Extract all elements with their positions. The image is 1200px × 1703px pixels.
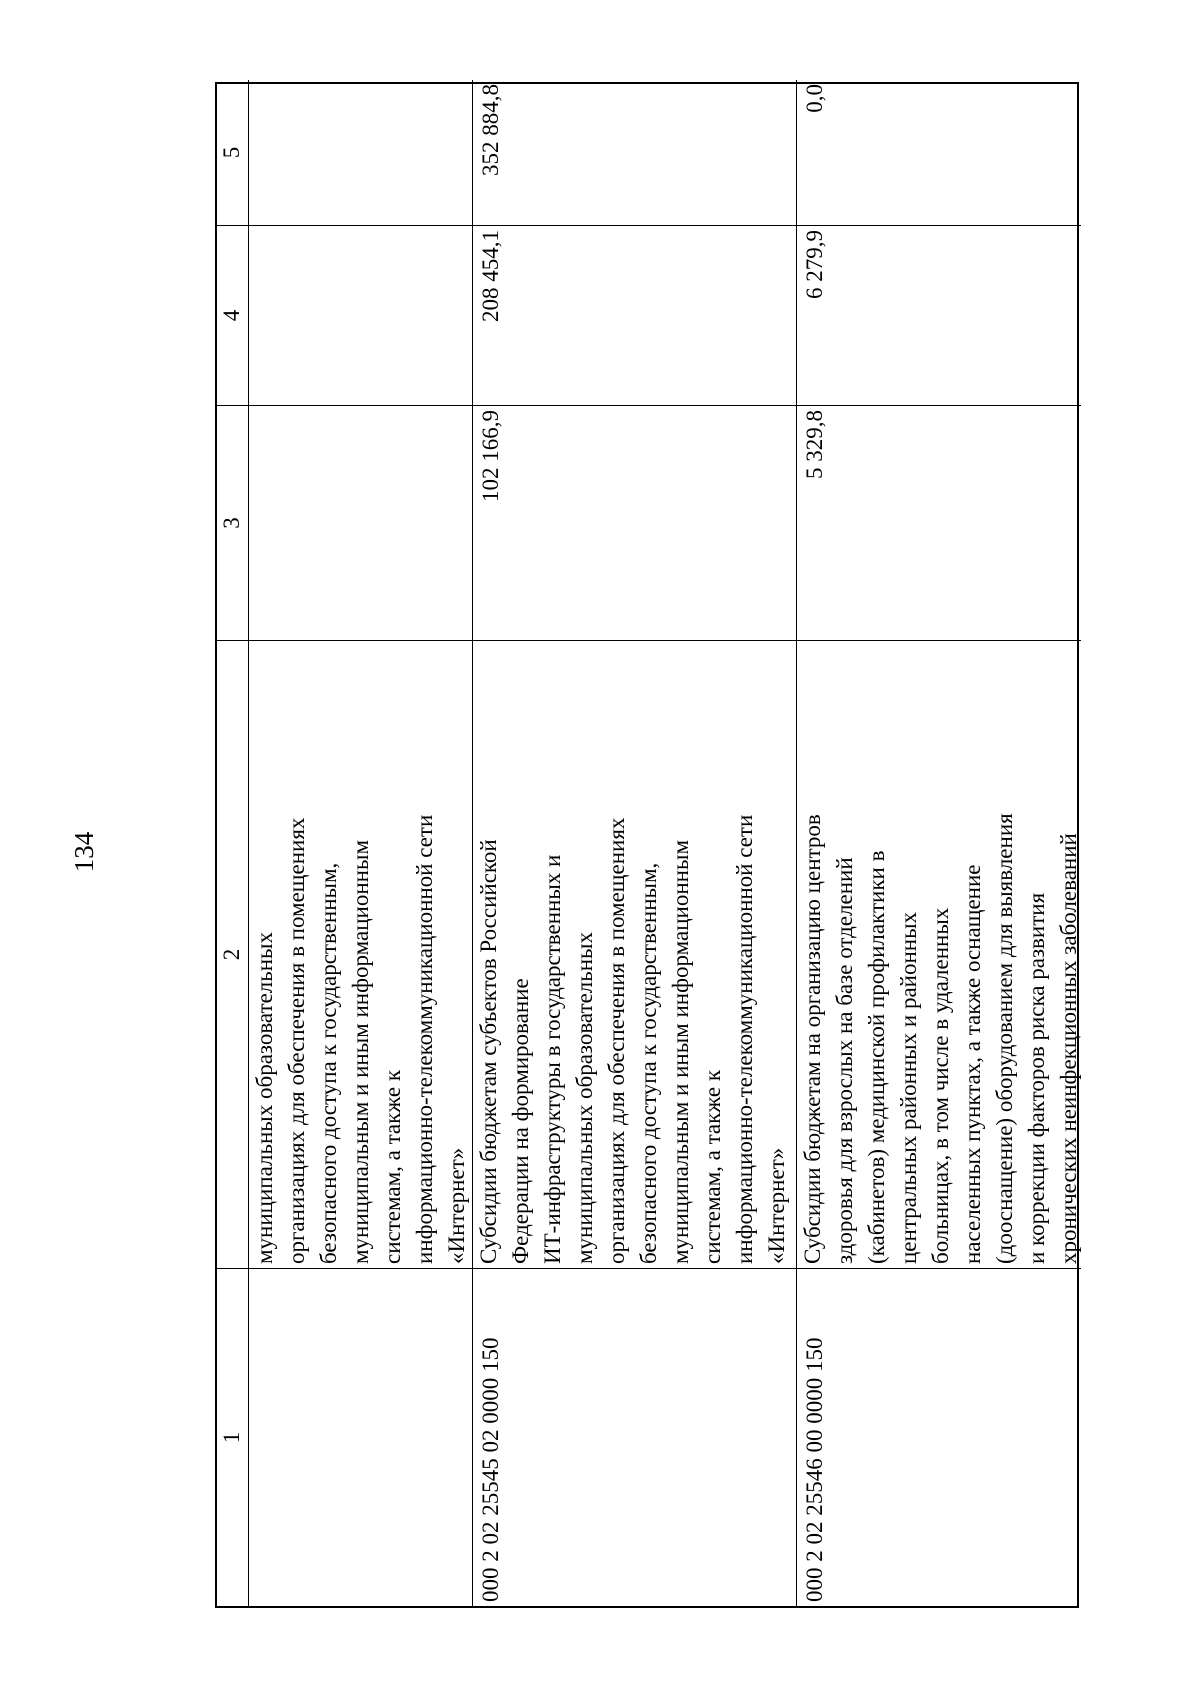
page-number: 134	[68, 831, 99, 873]
desc-line: центральных районных и районных	[896, 911, 921, 1264]
row-1-col4	[249, 225, 473, 405]
row-1-col5	[249, 80, 473, 225]
desc-line: хронических неинфекционных заболеваний	[1056, 833, 1081, 1264]
desc-line: здоровья для взрослых на базе отделений	[832, 857, 857, 1264]
desc-line: муниципальным и иным информационным	[348, 840, 373, 1264]
row-2-col3: 102 166,9	[473, 405, 797, 640]
header-col-1: 1	[217, 1268, 249, 1606]
desc-line: системам, а также к	[380, 1069, 405, 1264]
desc-line: организациях для обеспечения в помещениях	[604, 817, 629, 1264]
row-3-col3: 5 329,8	[797, 405, 1081, 640]
row-2-col5: 352 884,8	[473, 80, 797, 225]
row-3-col4: 6 279,9	[797, 225, 1081, 405]
row-1-description	[249, 640, 473, 1268]
desc-line: муниципальных образовательных	[252, 931, 277, 1264]
header-col-4: 4	[217, 225, 249, 405]
desc-line: безопасного доступа к государственным,	[316, 862, 341, 1264]
row-1-col3	[249, 405, 473, 640]
row-2-description	[473, 640, 797, 1268]
row-1-code	[249, 1268, 473, 1606]
desc-line: населенных пунктах, а также оснащение	[960, 864, 985, 1264]
desc-line: больницах, в том числе в удаленных	[928, 907, 953, 1264]
budget-table	[215, 82, 1079, 1608]
row-2-code: 000 2 02 25545 02 0000 150	[473, 1268, 797, 1606]
desc-line: Субсидии бюджетам субъектов Российской	[476, 839, 501, 1264]
header-col-2: 2	[217, 640, 249, 1268]
desc-line: ИТ-инфраструктуры в государственных и	[540, 854, 565, 1264]
row-3-description	[797, 640, 1081, 1268]
desc-line: «Интернет»	[444, 1147, 469, 1264]
row-2-col4: 208 454,1	[473, 225, 797, 405]
desc-line: безопасного доступа к государственным,	[636, 862, 661, 1264]
desc-line: муниципальным и иным информационным	[668, 840, 693, 1264]
desc-line: муниципальных образовательных	[572, 931, 597, 1264]
desc-line: (дооснащение) оборудованием для выявления	[992, 813, 1017, 1264]
desc-line: Федерации на формирование	[508, 978, 533, 1264]
desc-line: и коррекции факторов риска развития	[1024, 892, 1049, 1264]
row-3-col5: 0,0	[802, 84, 827, 113]
row-3-code: 000 2 02 25546 00 0000 150	[797, 1268, 1081, 1606]
header-col-5: 5	[217, 80, 249, 225]
desc-line: организациях для обеспечения в помещениях	[284, 817, 309, 1264]
desc-line: системам, а также к	[700, 1069, 725, 1264]
table-wrapper	[215, 82, 1079, 1608]
desc-line: информационно-телекоммуникационной сети	[732, 814, 757, 1264]
desc-line: «Интернет»	[764, 1147, 789, 1264]
desc-line: (кабинетов) медицинской профилактики в	[864, 850, 889, 1264]
desc-line: информационно-телекоммуникационной сети	[412, 814, 437, 1264]
header-col-3: 3	[217, 405, 249, 640]
desc-line: Субсидии бюджетам на организацию центров	[800, 814, 825, 1264]
